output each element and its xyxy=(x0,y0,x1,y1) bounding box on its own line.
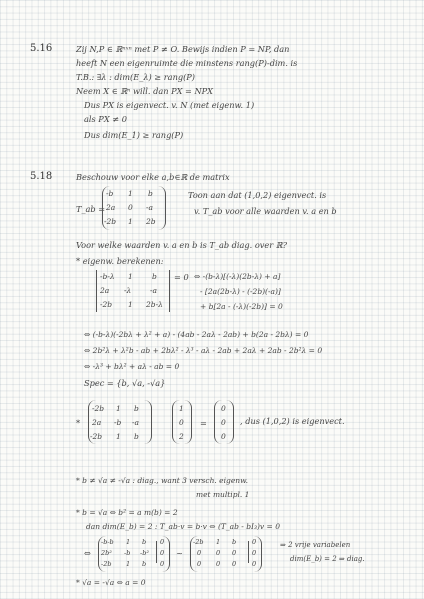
note-dimension: dim(E_b) = 2 ⇒ diag. xyxy=(290,555,365,563)
vector-cell: 0 xyxy=(179,418,184,427)
check-cell: -2b xyxy=(90,432,103,441)
equation-2: ⇔ 2b²λ + λ²b - ab + 2bλ² - λ³ - aλ - 2ab + 2aλ + 2ab - 2b²λ = 0 xyxy=(84,346,323,355)
case-3: * √a = -√a ⇔ a = 0 xyxy=(76,578,146,587)
equals-sign: = xyxy=(200,418,207,428)
step-eigenvalues: * eigenw. berekenen: xyxy=(76,256,164,266)
case-2-line-2: dan dim(E_b) = 2 : T_ab·v = b·v ⇔ (T_ab - bI₃)v = 0 xyxy=(86,522,280,531)
det-cell: 1 xyxy=(128,272,133,281)
aug-cell: -2b xyxy=(101,560,112,568)
check-cell: 2a xyxy=(92,418,102,427)
vector-cell: 2 xyxy=(179,432,184,441)
ex518-claim-2: v. T_ab voor alle waarden v. a en b xyxy=(194,206,337,216)
check-cell: -a xyxy=(132,418,140,427)
aug-cell: -b² xyxy=(140,549,149,557)
ex516-line-1: Zij N,P ∈ ℝⁿˣⁿ met P ≠ O. Bewijs indien P = NP, dan xyxy=(76,44,290,54)
exercise-number-5-18: 5.18 xyxy=(30,171,53,182)
det-equals-zero: = 0 xyxy=(174,272,189,282)
augment-bar xyxy=(248,541,249,563)
ex518-intro: Beschouw voor elke a,b∈ℝ de matrix xyxy=(76,172,230,182)
det-cell: b xyxy=(152,272,157,281)
det-cell: -λ xyxy=(124,286,132,295)
aug-cell: 0 xyxy=(160,538,165,546)
ex518-question: Voor welke waarden v. a en b is T_ab diag. over ℝ? xyxy=(76,240,287,250)
aug-cell: -b-b xyxy=(101,538,114,546)
red-cell: b xyxy=(232,538,237,546)
det-cell: 2b-λ xyxy=(146,300,163,309)
det-cell: 1 xyxy=(128,300,133,309)
red-cell: 0 xyxy=(252,538,257,546)
red-cell: 0 xyxy=(232,549,237,557)
equation-3: ⇔ -λ³ + bλ² + aλ - ab = 0 xyxy=(84,362,180,371)
exercise-number-5-16: 5.16 xyxy=(30,43,53,54)
aug-cell: 0 xyxy=(160,560,165,568)
result-cell: 0 xyxy=(221,418,226,427)
aug-cell: -b xyxy=(124,549,131,557)
red-cell: 1 xyxy=(216,538,221,546)
result-cell: 0 xyxy=(221,404,226,413)
aug-cell: b xyxy=(142,560,147,568)
expansion-1: ⇔ -(b-λ)[(-λ)(2b-λ) + a] xyxy=(194,272,281,281)
red-cell: 0 xyxy=(197,549,202,557)
red-cell: 0 xyxy=(197,560,202,568)
det-cell: -b-λ xyxy=(100,272,115,281)
vector-cell: 1 xyxy=(179,404,184,413)
red-cell: 0 xyxy=(216,560,221,568)
expansion-2: - [2a(2b-λ) - (-2b)(-a)] xyxy=(200,287,281,296)
check-cell: b xyxy=(134,432,139,441)
red-cell: 0 xyxy=(252,549,257,557)
matrix-cell: 2a xyxy=(106,203,116,212)
check-cell: 1 xyxy=(116,404,121,413)
ex518-claim-1: Toon aan dat (1,0,2) eigenvect. is xyxy=(188,190,327,200)
aug-cell: b xyxy=(142,538,147,546)
result-cell: 0 xyxy=(221,432,226,441)
augment-bar xyxy=(156,541,157,563)
det-cell: -2b xyxy=(100,300,113,309)
case-1-line-2: met multipl. 1 xyxy=(196,490,250,499)
ex516-line-7: Dus dim(E_1) ≥ rang(P) xyxy=(84,130,184,140)
aug-cell: 1 xyxy=(126,538,131,546)
aug-cell: 1 xyxy=(126,560,131,568)
det-cell: -a xyxy=(150,286,158,295)
red-cell: -2b xyxy=(193,538,204,546)
check-cell: 1 xyxy=(116,432,121,441)
det-cell: 2a xyxy=(100,286,110,295)
ex516-line-4: Neem X ∈ ℝⁿ will. dan PX = NPX xyxy=(76,86,214,96)
aug-cell: 0 xyxy=(160,549,165,557)
matrix-cell: 0 xyxy=(128,203,133,212)
check-conclusion: , dus (1,0,2) is eigenvect. xyxy=(240,416,345,426)
check-cell: -b xyxy=(114,418,122,427)
case-1-line-1: * b ≠ √a ≠ -√a : diag., want 3 versch. eigenw. xyxy=(76,476,248,485)
red-cell: 0 xyxy=(232,560,237,568)
ex516-line-5: Dus PX is eigenvect. v. N (met eigenw. 1) xyxy=(84,100,255,110)
ex516-line-2: heeft N een eigenruimte die minstens rang(P)-dim. is xyxy=(76,58,298,68)
matrix-cell: -a xyxy=(146,203,154,212)
red-cell: 0 xyxy=(216,549,221,557)
matrix-cell: -b xyxy=(106,189,114,198)
red-cell: 0 xyxy=(252,560,257,568)
equivalence-arrow: ⇔ xyxy=(84,548,91,558)
equation-1: ⇔ (-b-λ)(-2bλ + λ² + a) - (4ab - 2aλ - 2ab) + b(2a - 2bλ) = 0 xyxy=(84,330,309,339)
t-ab-label: T_ab = xyxy=(76,204,106,214)
row-equivalent-sign: ~ xyxy=(176,548,183,558)
expansion-3: + b[2a - (-λ)(-2b)] = 0 xyxy=(200,302,283,311)
matrix-cell: -2b xyxy=(104,217,117,226)
ex516-line-6: als PX ≠ 0 xyxy=(84,114,127,124)
matrix-cell: 1 xyxy=(128,217,133,226)
check-cell: -2b xyxy=(92,404,105,413)
spectrum: Spec = {b, √a, -√a} xyxy=(84,378,166,388)
ex516-line-3: T.B.: ∃λ : dim(E_λ) ≥ rang(P) xyxy=(76,72,195,82)
matrix-cell: 1 xyxy=(128,189,133,198)
note-free-variables: ⇒ 2 vrije variabelen xyxy=(280,541,351,549)
matrix-cell: b xyxy=(148,189,153,198)
case-2-line-1: * b = √a ⇔ b² = a m(b) = 2 xyxy=(76,508,178,517)
matrix-cell: 2b xyxy=(146,217,156,226)
bullet: * xyxy=(76,418,81,428)
aug-cell: 2b² xyxy=(101,549,112,557)
check-cell: b xyxy=(134,404,139,413)
